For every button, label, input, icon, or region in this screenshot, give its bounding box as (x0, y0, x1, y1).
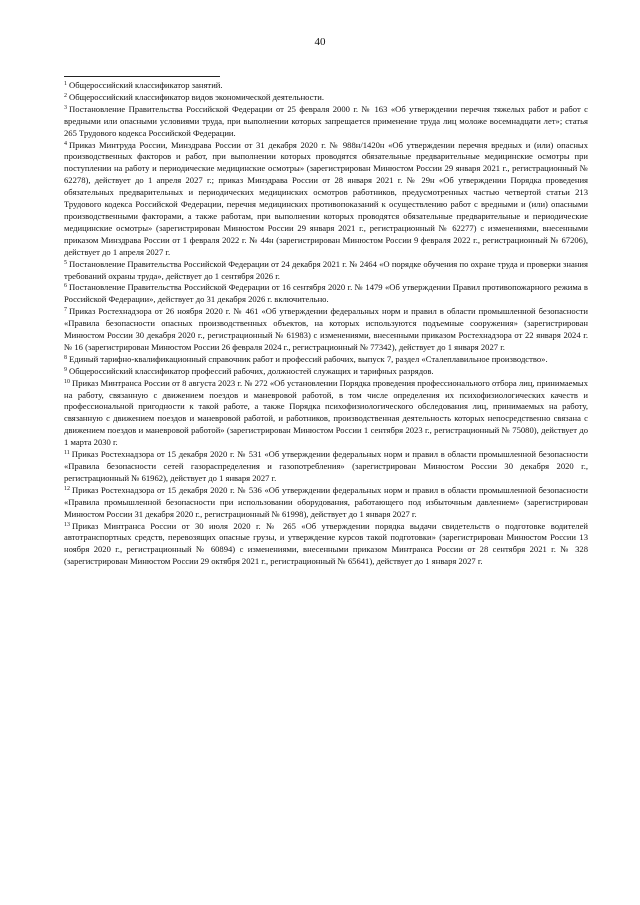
footnote-9 (64, 366, 588, 378)
footnote-number: 13 (64, 521, 70, 528)
footnote-text: Приказ Ростехнадзора от 26 ноября 2020 г. № 461 «Об утверждении федеральных норм и правил в области промышленной безопасности «Правила безопасности опасных производственных объектов, на которых используются подъемные сооружения» (зарегистрирован Минюстом России 30 декабря 2020 г., регистрационный № 61983) с изменениями, внесенными приказом Ростехнадзора от 22 января 2024 г. № 16 (зарегистрирован Минюстом России 26 февраля 2024 г., регистрационный № 77342), действует до 1 января 2027 г. (64, 306, 588, 352)
footnote-8 (64, 354, 588, 366)
footnote-4 (64, 140, 588, 259)
footnote-text: Общероссийский классификатор профессий рабочих, должностей служащих и тарифных разрядов. (69, 365, 434, 376)
footnote-number: 1 (64, 81, 67, 87)
footnote-number: 9 (64, 366, 67, 373)
footnote-3 (64, 104, 588, 140)
footnote-text: Приказ Минтранса России от 8 августа 2023 г. № 272 «Об установлении Порядка проведения профессионального отбора лиц, принимаемых на работу, связанную с движением поездов и маневровой работой, в том числе определения их психофизиологических качеств и профессиональной пригодности к такой работе, а также Порядка психофизиологического обследования лиц, принимаемых на работу, связанную с движением поездов и маневровой работой, и работников, производственная деятельность которых непосредственно связана с движением поездов и маневровой работой» (зарегистрирован Минюстом России 1 сентября 2023 г., регистрационный № 75080), действует до 1 марта 2030 г. (64, 377, 588, 448)
footnote-text: Приказ Минтруда России, Минздрава России от 31 декабря 2020 г. № 988н/1420н «Об утверждении перечня вредных и (или) опасных производственных факторов и работ, при выполнении которых проводятся обязательные предварительные медицинские осмотры при поступлении на работу и периодические медицинские осмотры» (зарегистрирован Минюстом России 29 января 2021 г., регистрационный № 62278), действует до 1 апреля 2027 г.; приказ Минздрава России от 28 января 2021 г. № 29н «Об утверждении Порядка проведения обязательных предварительных и периодических медицинских осмотров работников, предусмотренных частью четвертой статьи 213 Трудового кодекса Российской Федерации, перечня медицинских противопоказаний к осуществлению работ с вредными и (или) опасными производственными факторами, а также работам, при выполнении которых проводятся обязательные предварительные и периодические медицинские осмотры» (зарегистрирован Минюстом России 29 января 2021 г., регистрационный № 62277) с изменениями, внесенными приказом Минздрава России от 1 февраля 2022 г. № 44н (зарегистрирован Минюстом России 9 февраля 2022 г., регистрационный № 67206), действует до 1 апреля 2027 г. (64, 139, 588, 257)
footnote-number: 11 (64, 450, 70, 457)
footnote-number: 2 (64, 92, 67, 99)
footnote-number: 4 (64, 140, 67, 147)
footnote-text: Приказ Минтранса России от 30 июля 2020 г. № 265 «Об утверждении порядка выдачи свидетельств о подготовке водителей автотранспортных средств, перевозящих опасные грузы, и утверждение курсов такой подготовки» (зарегистрирован Минюстом России 13 ноября 2020 г., регистрационный № 60894) с изменениями, внесенными приказом Минтранса России от 28 сентября 2021 г. № 328 (зарегистрирован Минюстом России 29 октября 2021 г., регистрационный № 65641), действует до 1 января 2027 г. (64, 520, 588, 567)
footnote-text: Единый тарифно-квалификационный справочник работ и профессий рабочих, выпуск 7, раздел «Сталеплавильное производство». (69, 353, 548, 364)
footnote-number: 8 (64, 354, 67, 361)
footnote-text: Постановление Правительства Российской Федерации от 25 февраля 2000 г. № 163 «Об утверждении перечня тяжелых работ и работ с вредными или опасными условиями труда, при выполнении которых запрещается применение труда лиц моложе восемнадцати лет»; статья 265 Трудового кодекса Российской Федерации. (64, 103, 588, 138)
footnote-11 (64, 449, 588, 485)
footnote-number: 7 (64, 307, 67, 314)
page-number: 40 (314, 36, 326, 48)
footnote-2 (64, 92, 588, 104)
footnote-1 (64, 80, 588, 92)
footnote-text: Приказ Ростехнадзора от 15 декабря 2020 г. № 531 «Об утверждении федеральных норм и правил в области промышленной безопасности «Правила безопасности сетей газораспределения и газопотребления» (зарегистрирован Минюстом России 30 декабря 2020 г., регистрационный № 61962), действует до 1 января 2027 г. (64, 449, 588, 483)
footnote-5 (64, 259, 588, 283)
footnote-number: 6 (64, 283, 67, 290)
footnote-7 (64, 306, 588, 354)
footnote-text: Общероссийский классификатор видов экономической деятельности. (69, 91, 324, 102)
footnote-6 (64, 282, 588, 306)
footnote-number: 5 (64, 259, 67, 266)
footnote-12 (64, 485, 588, 521)
footnote-text: Постановление Правительства Российской Федерации от 24 декабря 2021 г. № 2464 «О порядке обучения по охране труда и проверки знания требований охраны труда», действует до 1 сентября 2026 г. (64, 258, 588, 281)
footnote-text: Постановление Правительства Российской Федерации от 16 сентября 2020 г. № 1479 «Об утверждении Правил противопожарного режима в Российской Федерации», действует до 31 декабря 2026 г. включительно. (64, 282, 588, 305)
footnote-number: 3 (64, 104, 67, 111)
footnote-number: 12 (64, 485, 70, 492)
footnote-number: 10 (64, 378, 70, 385)
footnote-10 (64, 378, 588, 449)
footnote-13 (64, 521, 588, 569)
footnote-text: Общероссийский классификатор занятий. (69, 80, 223, 90)
footnotes-list (64, 80, 588, 568)
footnote-text: Приказ Ростехнадзора от 15 декабря 2020 г. № 536 «Об утверждении федеральных норм и правил в области промышленной безопасности «Правила промышленной безопасности при использовании оборудования, работающего под избыточным давлением» (зарегистрирован Минюстом России 31 декабря 2020 г., регистрационный № 61998), действует до 1 января 2027 г. (64, 484, 588, 519)
footnote-separator (64, 76, 220, 77)
